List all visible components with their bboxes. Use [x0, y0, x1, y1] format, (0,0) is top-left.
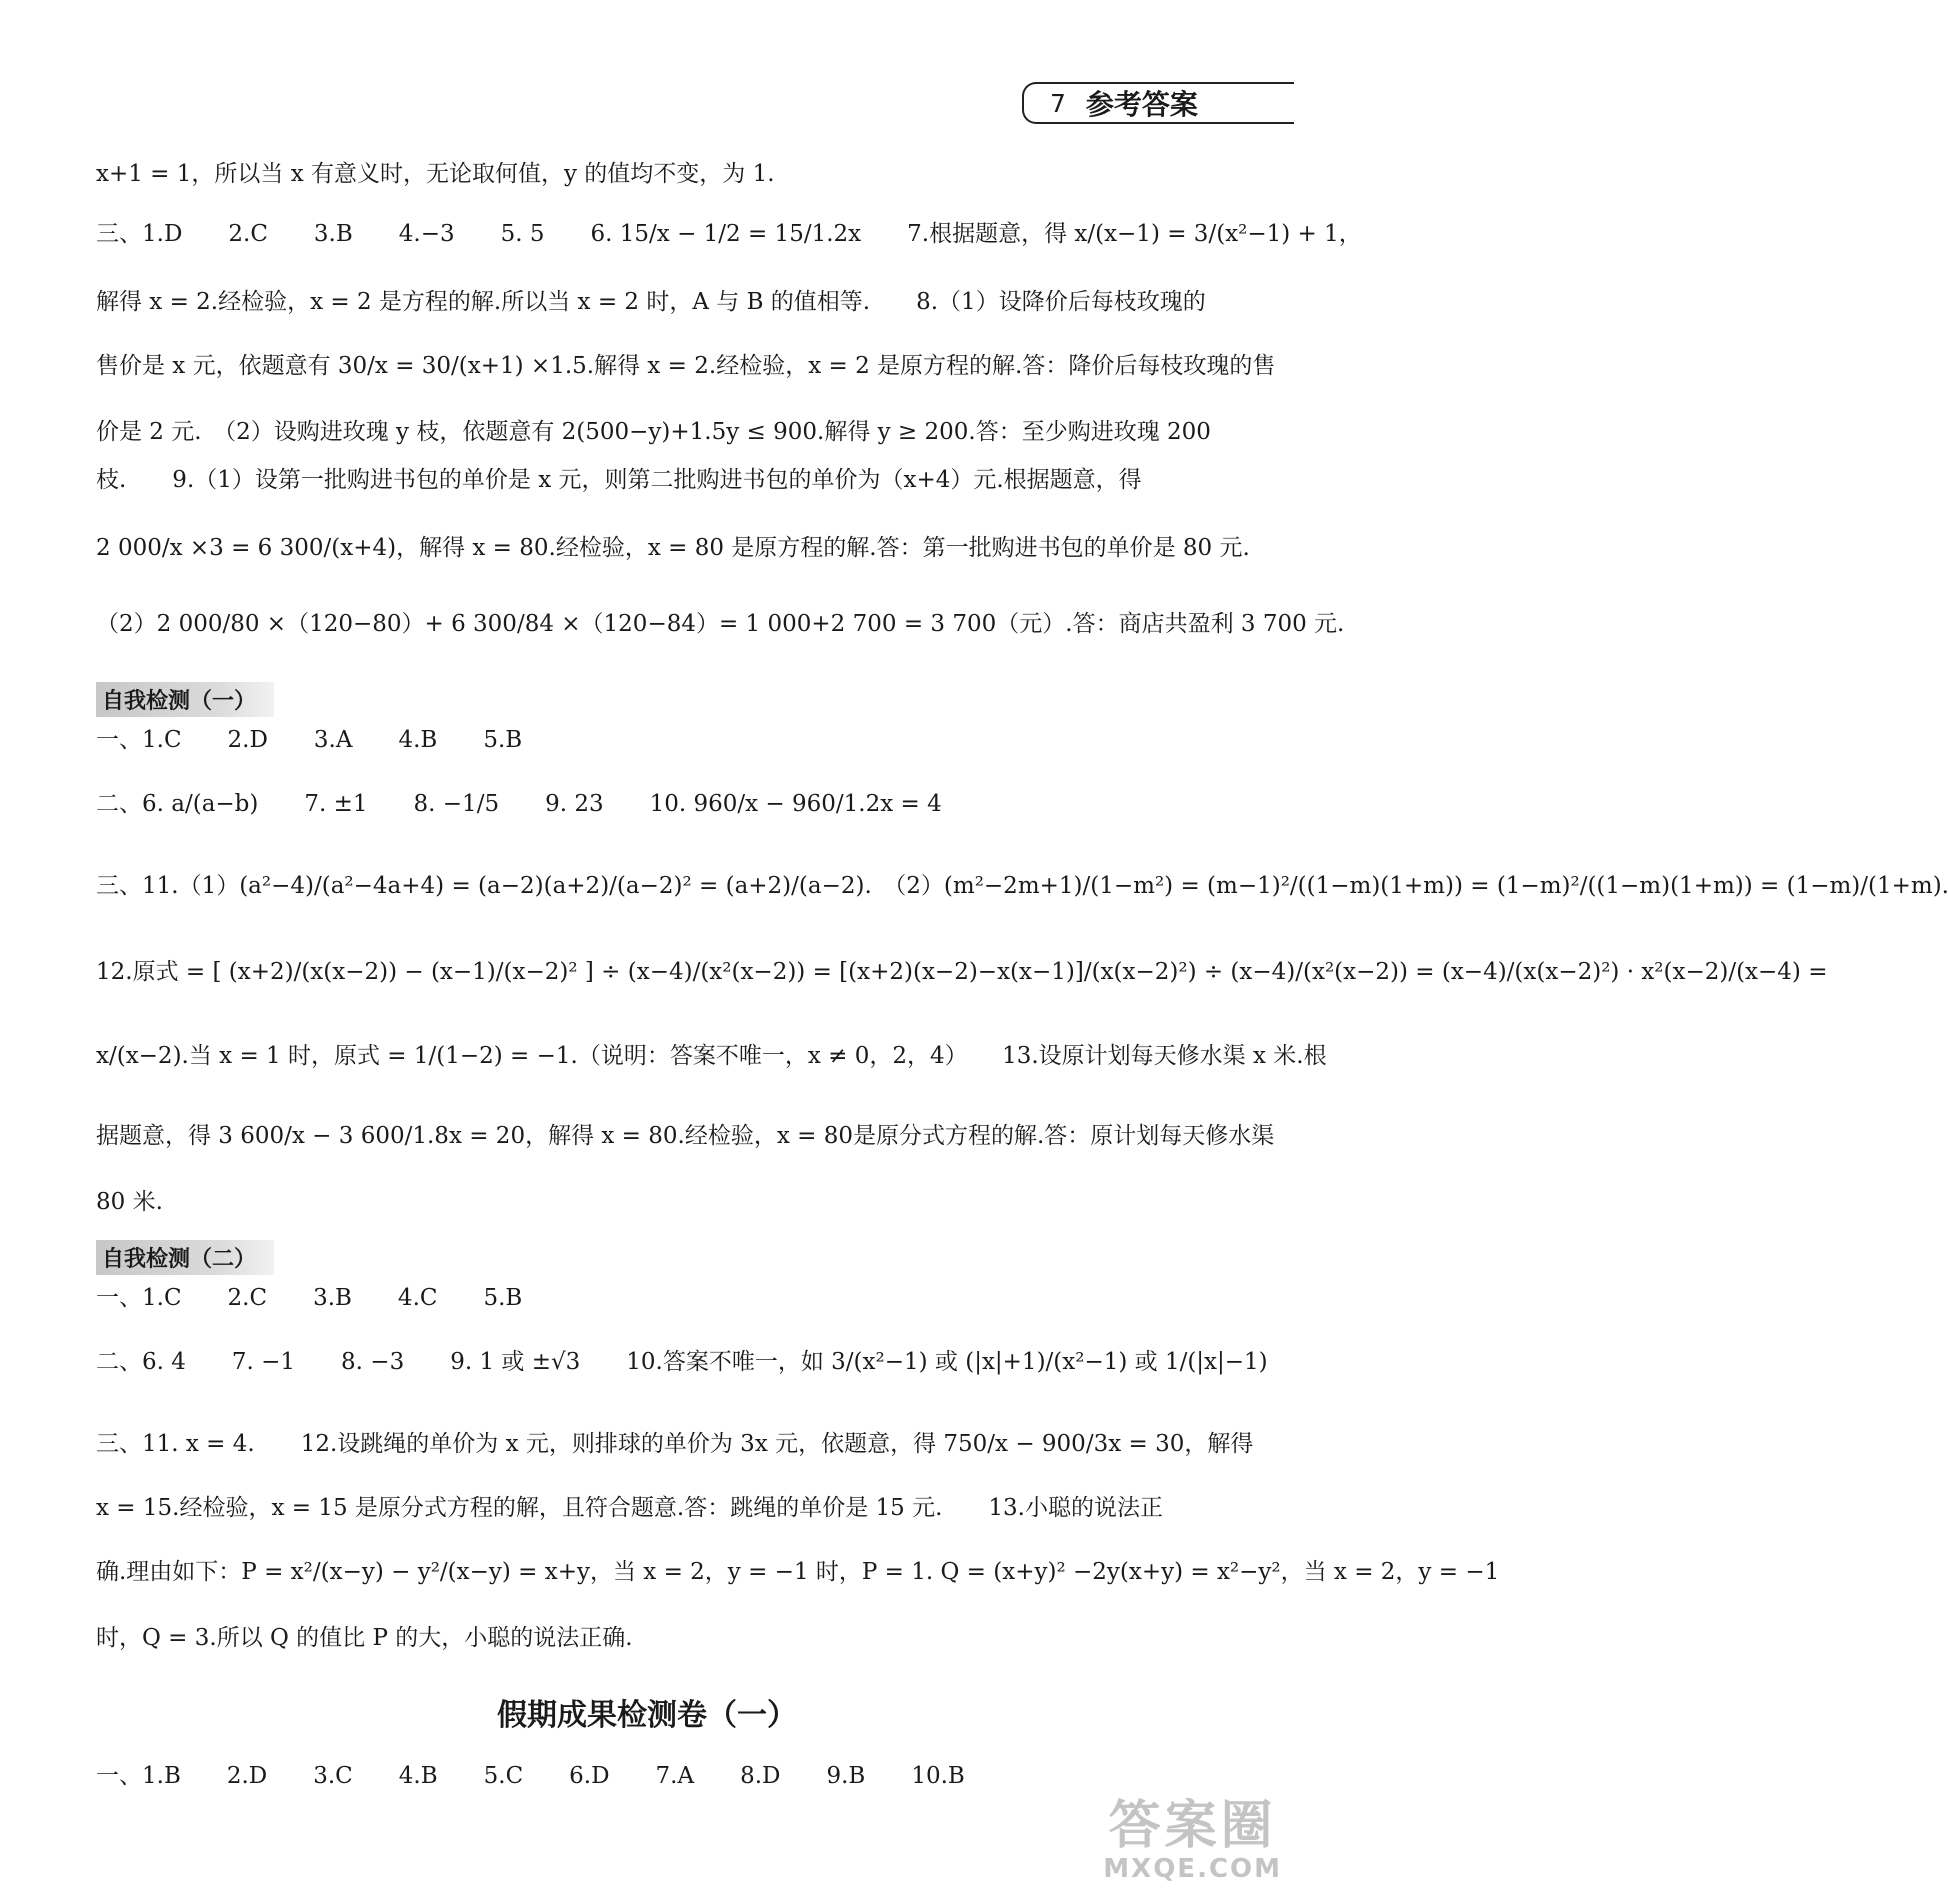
section-self-check-1: 自我检测（一）	[96, 682, 274, 717]
answer-line: 80 米.	[96, 1189, 163, 1215]
page-number: 7	[1050, 88, 1066, 118]
answer-line: 枝. 9.（1）设第一批购进书包的单价是 x 元，则第二批购进书包的单价为（x+4）元.根据题意，得	[96, 467, 1142, 493]
answer-line: x+1 = 1，所以当 x 有意义时，无论取何值，y 的值均不变，为 1.	[96, 161, 775, 187]
watermark	[1103, 1798, 1282, 1884]
answer-line: 三、1.D 2.C 3.B 4.−3 5. 5 6. 15/x − 1/2 = 15/1.2x 7.根据题意，得 x/(x−1) = 3/(x²−1) + 1，	[96, 221, 1362, 247]
answer-line: 一、1.C 2.D 3.A 4.B 5.B	[96, 727, 523, 753]
answer-line: 时，Q = 3.所以 Q 的值比 P 的大，小聪的说法正确.	[96, 1625, 633, 1651]
answer-line: （2）2 000/80 ×（120−80）+ 6 300/84 ×（120−84）= 1 000+2 700 = 3 700（元）.答：商店共盈利 3 700 元.	[96, 611, 1345, 637]
section-self-check-2: 自我检测（二）	[96, 1240, 274, 1275]
header-title: 参考答案	[1085, 88, 1198, 121]
answer-line: 一、1.B 2.D 3.C 4.B 5.C 6.D 7.A 8.D 9.B 10.B	[96, 1763, 965, 1789]
answer-line: 二、6. 4 7. −1 8. −3 9. 1 或 ±√3 10.答案不唯一，如 3/(x²−1) 或 (|x|+1)/(x²−1) 或 1/(|x|−1)	[96, 1349, 1268, 1375]
watermark-url: MXQE.COM	[1103, 1854, 1282, 1884]
answer-line: x/(x−2).当 x = 1 时，原式 = 1/(1−2) = −1.（说明：答案不唯一，x ≠ 0，2，4） 13.设原计划每天修水渠 x 米.根	[96, 1043, 1327, 1069]
watermark-logo: 答案圈	[1108, 1796, 1277, 1856]
answer-line: 2 000/x ×3 = 6 300/(x+4)，解得 x = 80.经检验，x = 80 是原方程的解.答：第一批购进书包的单价是 80 元.	[96, 535, 1250, 561]
answer-line: x = 15.经检验，x = 15 是原分式方程的解，且符合题意.答：跳绳的单价是 15 元. 13.小聪的说法正	[96, 1495, 1163, 1521]
answer-line: 三、11. x = 4. 12.设跳绳的单价为 x 元，则排球的单价为 3x 元，依题意，得 750/x − 900/3x = 30，解得	[96, 1431, 1254, 1457]
answer-line: 据题意，得 3 600/x − 3 600/1.8x = 20，解得 x = 80.经检验，x = 80是原分式方程的解.答：原计划每天修水渠	[96, 1123, 1275, 1149]
page-title: 假期成果检测卷（一）	[497, 1698, 797, 1733]
answer-line: 二、6. a/(a−b) 7. ±1 8. −1/5 9. 23 10. 960/x − 960/1.2x = 4	[96, 791, 942, 817]
answer-line: 价是 2 元. （2）设购进玫瑰 y 枝，依题意有 2(500−y)+1.5y ≤ 900.解得 y ≥ 200.答：至少购进玫瑰 200	[96, 419, 1211, 445]
answer-line: 解得 x = 2.经检验，x = 2 是方程的解.所以当 x = 2 时，A 与 B 的值相等. 8.（1）设降价后每枝玫瑰的	[96, 289, 1206, 315]
answer-line: 12.原式 = [ (x+2)/(x(x−2)) − (x−1)/(x−2)² ] ÷ (x−4)/(x²(x−2)) = [(x+2)(x−2)−x(x−1)]/(x(x−2)²) ÷ (x−4)/(x²(x−2)) = (x−4)/(x(x−2)²) · x²(x−2)/(x−4) =	[96, 959, 1828, 985]
answer-line: 售价是 x 元，依题意有 30/x = 30/(x+1) ×1.5.解得 x = 2.经检验，x = 2 是原方程的解.答：降价后每枝玫瑰的售	[96, 353, 1276, 379]
answer-line: 一、1.C 2.C 3.B 4.C 5.B	[96, 1285, 523, 1311]
answer-line: 三、11.（1）(a²−4)/(a²−4a+4) = (a−2)(a+2)/(a−2)² = (a+2)/(a−2). （2）(m²−2m+1)/(1−m²) = (m−1)²/((1−m)(1+m)) = (1−m)²/((1−m)(1+m)) = (1−m)/(1+m).	[96, 873, 1949, 899]
answer-line: 确.理由如下：P = x²/(x−y) − y²/(x−y) = x+y，当 x = 2，y = −1 时，P = 1. Q = (x+y)² −2y(x+y) = x²−y²，当 x = 2，y = −1	[96, 1559, 1500, 1585]
page-header	[1022, 82, 1294, 124]
